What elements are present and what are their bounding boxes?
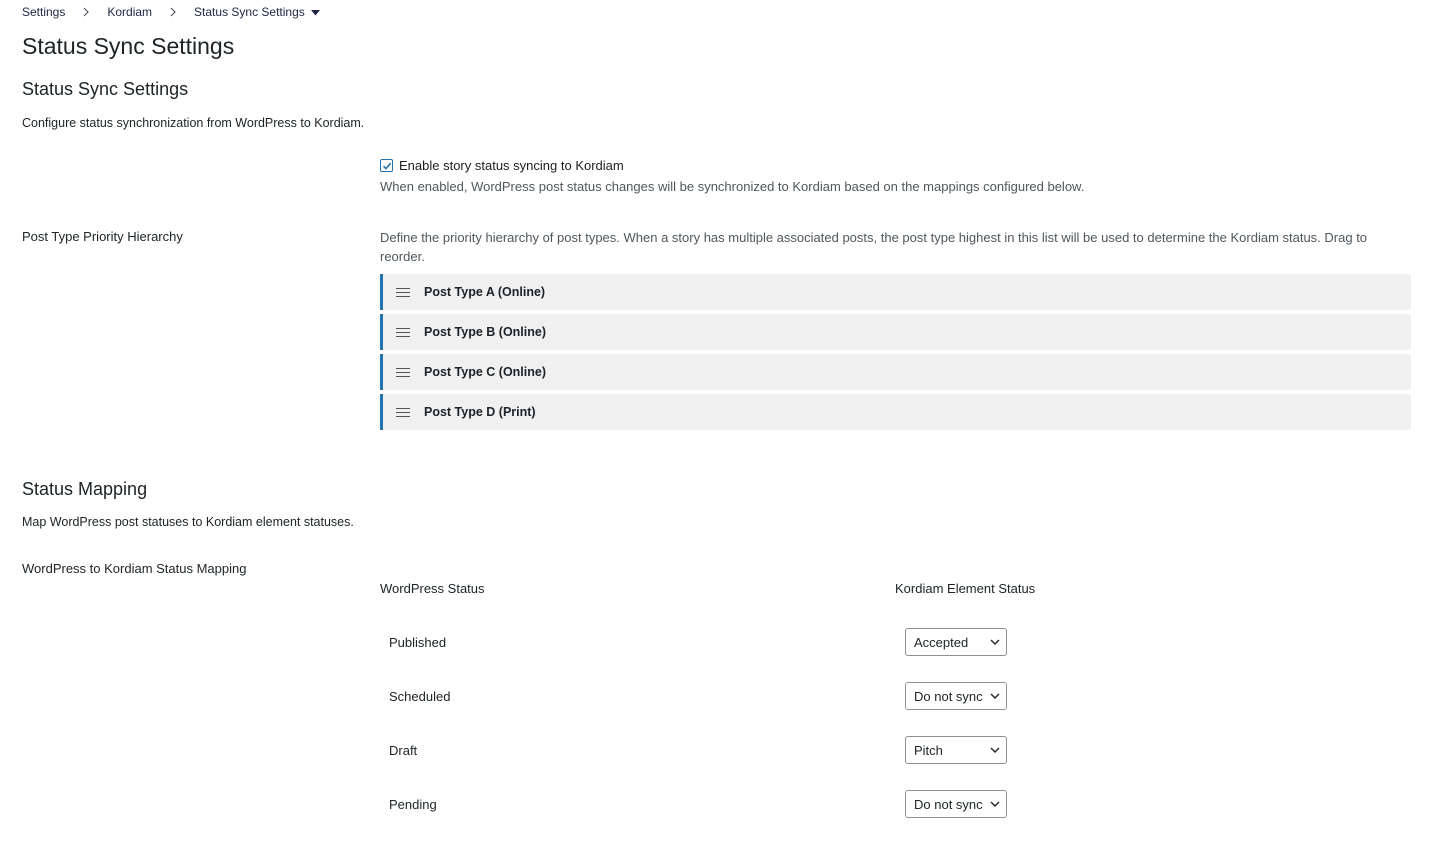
status-mapping-description: Map WordPress post statuses to Kordiam element statuses. — [22, 515, 354, 529]
kordiam-status-select-published[interactable] — [905, 628, 1007, 656]
select-value: Do not sync — [914, 688, 983, 704]
wp-status-published: Published — [389, 635, 447, 650]
post-type-item[interactable] — [380, 314, 1411, 350]
select-value: Accepted — [914, 634, 969, 650]
chevron-down-icon — [990, 746, 1000, 754]
kordiam-status-select-scheduled[interactable] — [905, 682, 1007, 710]
wp-status-draft: Draft — [389, 743, 418, 758]
kordiam-status-select-draft[interactable] — [905, 736, 1007, 764]
enable-sync-toggle[interactable] — [380, 158, 624, 173]
mapping-row-label: WordPress to Kordiam Status Mapping — [22, 561, 247, 576]
drag-handle-icon[interactable] — [396, 368, 410, 377]
breadcrumb-kordiam[interactable]: Kordiam — [107, 5, 153, 19]
enable-sync-label: Enable story status syncing to Kordiam — [399, 158, 624, 173]
breadcrumb-current-dropdown[interactable] — [194, 5, 320, 19]
post-type-item[interactable] — [380, 394, 1411, 430]
drag-handle-icon[interactable] — [396, 328, 410, 337]
checkmark-icon — [382, 161, 392, 171]
chevron-right-icon — [170, 7, 176, 17]
column-header-wordpress-status: WordPress Status — [380, 581, 485, 596]
breadcrumb — [22, 5, 320, 19]
post-type-list — [380, 274, 1411, 434]
breadcrumb-settings[interactable]: Settings — [22, 5, 66, 19]
breadcrumb-current-label: Status Sync Settings — [194, 5, 305, 19]
enable-sync-description: When enabled, WordPress post status changes will be synchronized to Kordiam based on the mappings configured below. — [380, 179, 1085, 194]
wp-status-scheduled: Scheduled — [389, 689, 451, 704]
chevron-right-icon — [83, 7, 89, 17]
status-sync-heading: Status Sync Settings — [22, 79, 189, 99]
select-value: Pitch — [914, 742, 943, 758]
post-type-item[interactable] — [380, 274, 1411, 310]
drag-handle-icon[interactable] — [396, 288, 410, 297]
page-title: Status Sync Settings — [22, 33, 235, 59]
post-type-label: Post Type C (Online) — [424, 365, 546, 379]
post-type-label: Post Type D (Print) — [424, 405, 536, 419]
chevron-down-icon — [990, 692, 1000, 700]
hierarchy-description: Define the priority hierarchy of post types. When a story has multiple associated posts, the post type highest in this list will be used to determine the Kordiam status. Drag to reorder. — [380, 230, 1368, 264]
drag-handle-icon[interactable] — [396, 408, 410, 417]
select-value: Do not sync — [914, 796, 983, 812]
caret-down-icon — [311, 5, 320, 19]
hierarchy-label: Post Type Priority Hierarchy — [22, 229, 183, 244]
chevron-down-icon — [990, 800, 1000, 808]
enable-sync-checkbox[interactable] — [380, 159, 393, 172]
chevron-down-icon — [990, 638, 1000, 646]
wp-status-pending: Pending — [389, 797, 437, 812]
status-mapping-heading: Status Mapping — [22, 479, 148, 499]
column-header-kordiam-status: Kordiam Element Status — [895, 581, 1036, 596]
kordiam-status-select-pending[interactable] — [905, 790, 1007, 818]
post-type-label: Post Type A (Online) — [424, 285, 546, 299]
status-sync-description: Configure status synchronization from WordPress to Kordiam. — [22, 116, 365, 130]
post-type-label: Post Type B (Online) — [424, 325, 546, 339]
post-type-item[interactable] — [380, 354, 1411, 390]
